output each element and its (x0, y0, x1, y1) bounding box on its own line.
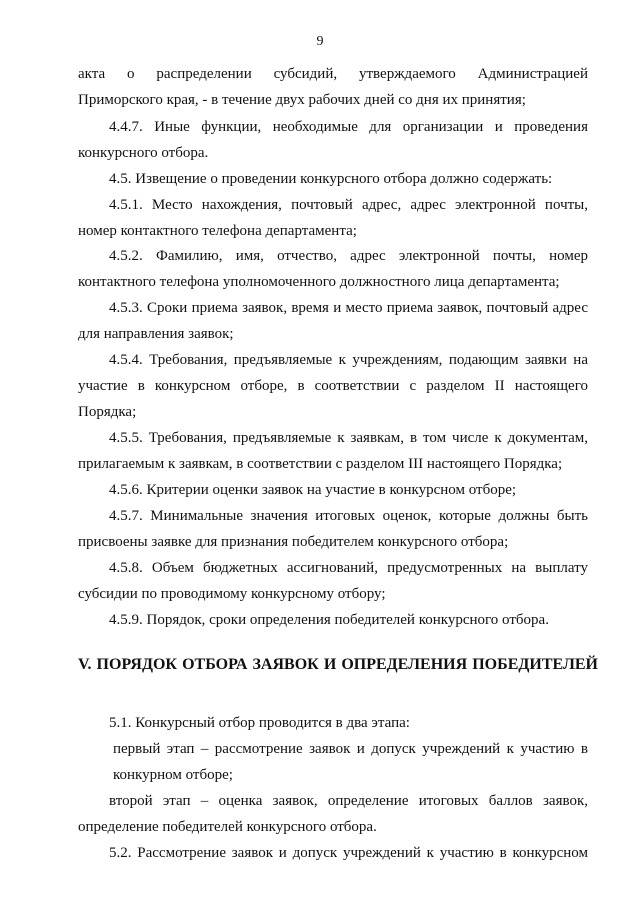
text-line: Приморского края, - в течение двух рабочих дней со дня их принятия; (78, 92, 526, 108)
section-heading: V. ПОРЯДОК ОТБОРА ЗАЯВОК И ОПРЕДЕЛЕНИЯ ПОБЕДИТЕЛЕЙ (78, 656, 598, 673)
text-line: 4.5.3. Сроки приема заявок, время и место приема заявок, почтовый адрес (109, 300, 588, 316)
text-line: 4.5.7. Минимальные значения итоговых оценок, которые должны быть (109, 508, 588, 524)
text-line: 4.5.2. Фамилию, имя, отчество, адрес электронной почты, номер (109, 248, 588, 264)
text-line: субсидии по проводимому конкурсному отбору; (78, 586, 386, 602)
text-line: Порядка; (78, 404, 137, 420)
text-line: 4.5.6. Критерии оценки заявок на участие в конкурсном отборе; (109, 482, 517, 498)
text-line: участие в конкурсном отборе, в соответствии с разделом II настоящего (78, 378, 588, 394)
text-line: 4.5. Извещение о проведении конкурсного отбора должно содержать: (109, 171, 553, 187)
text-line: первый этап – рассмотрение заявок и допуск учреждений к участию в (113, 741, 588, 757)
text-line: 5.2. Рассмотрение заявок и допуск учреждений к участию в конкурсном (109, 845, 588, 861)
text-line: контактного телефона уполномоченного должностного лица департамента; (78, 274, 560, 290)
text-line: прилагаемым к заявкам, в соответствии с разделом III настоящего Порядка; (78, 456, 563, 472)
text-line: акта о распределении субсидий, утверждаемого Администрацией (78, 66, 588, 82)
text-line: 4.5.9. Порядок, сроки определения победителей конкурсного отбора. (109, 612, 549, 628)
text-line: 5.1. Конкурсный отбор проводится в два этапа: (109, 715, 410, 731)
text-line: определение победителей конкурсного отбора. (78, 819, 377, 835)
page-number: 9 (316, 34, 324, 49)
text-line: конкурсного отбора. (78, 145, 209, 161)
text-line: 4.5.8. Объем бюджетных ассигнований, предусмотренных на выплату (109, 560, 588, 576)
text-line: 4.5.5. Требования, предъявляемые к заявкам, в том числе к документам, (109, 430, 588, 446)
text-line: номер контактного телефона департамента; (78, 223, 357, 239)
text-line: 4.5.1. Место нахождения, почтовый адрес, адрес электронной почты, (109, 197, 588, 213)
text-line: конкурном отборе; (113, 767, 233, 783)
text-line: второй этап – оценка заявок, определение итоговых баллов заявок, (109, 793, 588, 809)
text-line: присвоены заявке для признания победителем конкурсного отбора; (78, 534, 509, 550)
text-line: 4.4.7. Иные функции, необходимые для организации и проведения (109, 119, 588, 135)
text-line: для направления заявок; (78, 326, 234, 342)
text-line: 4.5.4. Требования, предъявляемые к учреждениям, подающим заявки на (109, 352, 588, 368)
